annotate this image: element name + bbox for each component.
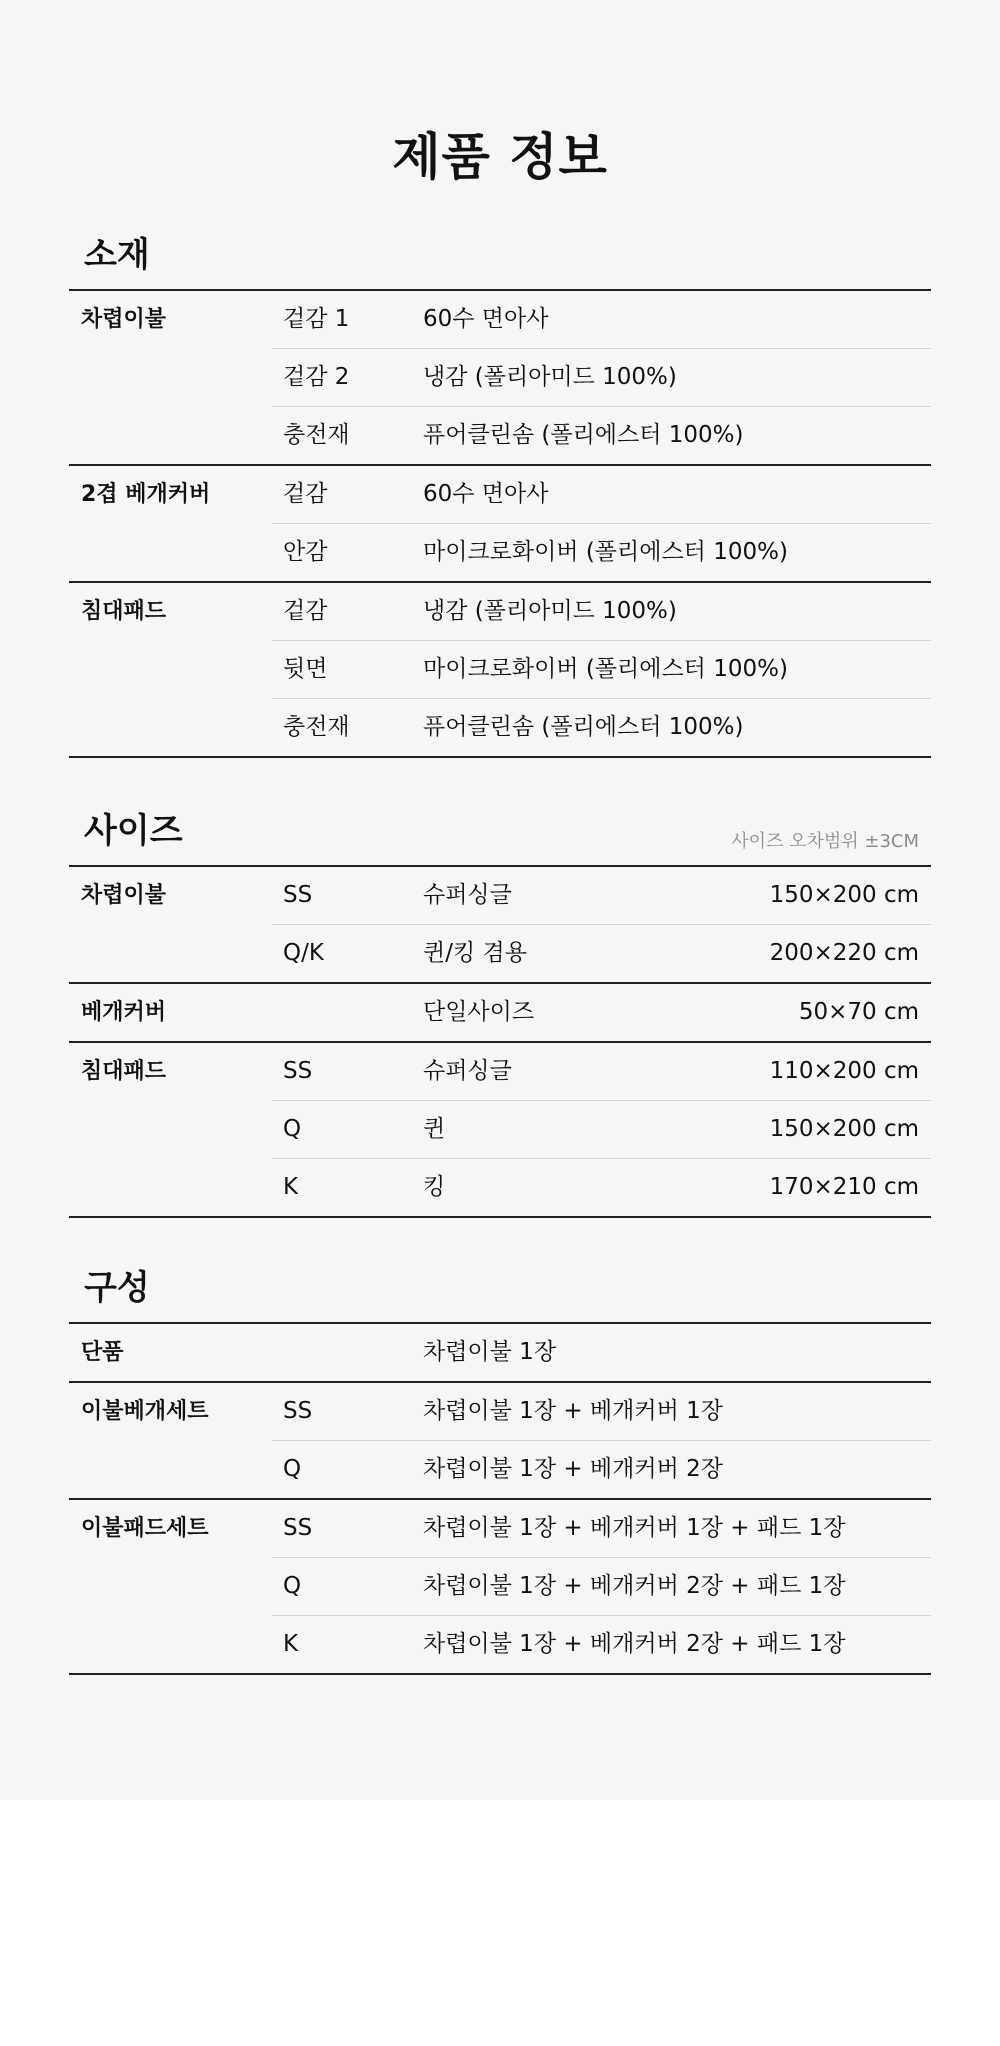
row-group xyxy=(69,1322,931,1381)
table-cell: 마이크로화이버 (폴리에스터 100%) xyxy=(423,539,788,565)
table-cell: 150×200 cm xyxy=(769,882,919,908)
table-cell: 안감 xyxy=(283,539,328,565)
table-cell: SS xyxy=(283,1058,313,1084)
table-cell: Q/K xyxy=(283,940,324,966)
group-label: 단품 xyxy=(81,1340,124,1365)
table-cell: 110×200 cm xyxy=(769,1058,919,1084)
section-title: 소재 xyxy=(84,235,150,275)
components-table xyxy=(69,1322,931,1675)
table-cell: 뒷면 xyxy=(283,656,328,682)
table-cell: 냉감 (폴리아미드 100%) xyxy=(423,598,677,624)
table-cell: 60수 면아사 xyxy=(423,481,549,507)
table-row xyxy=(272,466,931,523)
table-row xyxy=(272,1557,931,1615)
row-group xyxy=(69,289,931,464)
table-row xyxy=(272,523,931,581)
group-label: 차렵이불 xyxy=(81,307,167,332)
group-label: 침대패드 xyxy=(81,1059,167,1084)
table-cell: 차렵이불 1장 + 베개커버 1장 xyxy=(423,1398,723,1424)
group-label: 베개커버 xyxy=(81,1000,167,1025)
table-row xyxy=(272,291,931,348)
table-cell: 차렵이불 1장 + 베개커버 1장 + 패드 1장 xyxy=(423,1515,846,1541)
table-row xyxy=(272,1615,931,1673)
group-label: 차렵이불 xyxy=(81,883,167,908)
table-row xyxy=(272,1158,931,1216)
table-cell: 퀸/킹 겸용 xyxy=(423,940,527,966)
row-group xyxy=(69,464,931,581)
table-cell: 퓨어클린솜 (폴리에스터 100%) xyxy=(423,422,744,448)
table-cell: Q xyxy=(283,1456,302,1482)
table-cell: 차렵이불 1장 + 베개커버 2장 xyxy=(423,1456,723,1482)
size-section xyxy=(69,809,931,1218)
row-group xyxy=(69,1498,931,1675)
section-title: 구성 xyxy=(84,1268,150,1308)
table-cell: 차렵이불 1장 xyxy=(423,1339,557,1365)
row-group xyxy=(69,581,931,758)
table-cell: 퀸 xyxy=(423,1116,446,1142)
table-row xyxy=(272,1100,931,1158)
table-cell: 겉감 xyxy=(283,598,328,624)
group-label: 침대패드 xyxy=(81,599,167,624)
table-cell: 겉감 1 xyxy=(283,306,350,332)
table-cell: 차렵이불 1장 + 베개커버 2장 + 패드 1장 xyxy=(423,1573,846,1599)
section-title: 사이즈 xyxy=(84,811,183,851)
table-cell: 150×200 cm xyxy=(769,1116,919,1142)
size-table xyxy=(69,865,931,1218)
table-cell: 단일사이즈 xyxy=(423,999,535,1025)
components-header xyxy=(69,1266,931,1322)
table-row xyxy=(272,1440,931,1498)
table-cell: 200×220 cm xyxy=(769,940,919,966)
table-row xyxy=(272,984,931,1041)
table-cell: SS xyxy=(283,1515,313,1541)
table-cell: 170×210 cm xyxy=(769,1174,919,1200)
table-cell: K xyxy=(283,1631,299,1657)
table-cell: 50×70 cm xyxy=(798,999,919,1025)
table-cell: SS xyxy=(283,882,313,908)
group-label: 이불패드세트 xyxy=(81,1516,209,1541)
row-group xyxy=(69,1381,931,1498)
table-cell: 겉감 xyxy=(283,481,328,507)
material-header xyxy=(69,233,931,289)
table-row xyxy=(272,1324,931,1381)
table-cell: Q xyxy=(283,1116,302,1142)
table-cell: SS xyxy=(283,1398,313,1424)
row-group xyxy=(69,1041,931,1218)
row-group xyxy=(69,982,931,1041)
table-row xyxy=(272,583,931,640)
table-cell: 킹 xyxy=(423,1174,446,1200)
table-cell: 겉감 2 xyxy=(283,364,350,390)
table-row xyxy=(272,640,931,698)
size-tolerance-note: 사이즈 오차범위 ±3CM xyxy=(731,831,919,852)
table-cell: 퓨어클린솜 (폴리에스터 100%) xyxy=(423,714,744,740)
row-group xyxy=(69,865,931,982)
material-table xyxy=(69,289,931,758)
size-header xyxy=(69,809,931,865)
table-row xyxy=(272,1500,931,1557)
table-cell: 차렵이불 1장 + 베개커버 2장 + 패드 1장 xyxy=(423,1631,846,1657)
table-row xyxy=(272,1043,931,1100)
table-cell: Q xyxy=(283,1573,302,1599)
table-row xyxy=(272,698,931,756)
table-cell: K xyxy=(283,1174,299,1200)
table-row xyxy=(272,406,931,464)
table-cell: 충전재 xyxy=(283,714,350,740)
table-cell: 냉감 (폴리아미드 100%) xyxy=(423,364,677,390)
table-row xyxy=(272,348,931,406)
page-title: 제품 정보 xyxy=(392,128,608,186)
table-row xyxy=(272,924,931,982)
components-section xyxy=(69,1266,931,1675)
table-cell: 슈퍼싱글 xyxy=(423,882,512,908)
table-cell: 충전재 xyxy=(283,422,350,448)
table-cell: 마이크로화이버 (폴리에스터 100%) xyxy=(423,656,788,682)
group-label: 2겹 베개커버 xyxy=(81,482,211,507)
table-row xyxy=(272,867,931,924)
material-section xyxy=(69,233,931,758)
table-cell: 슈퍼싱글 xyxy=(423,1058,512,1084)
table-row xyxy=(272,1383,931,1440)
group-label: 이불베개세트 xyxy=(81,1399,209,1424)
table-cell: 60수 면아사 xyxy=(423,306,549,332)
